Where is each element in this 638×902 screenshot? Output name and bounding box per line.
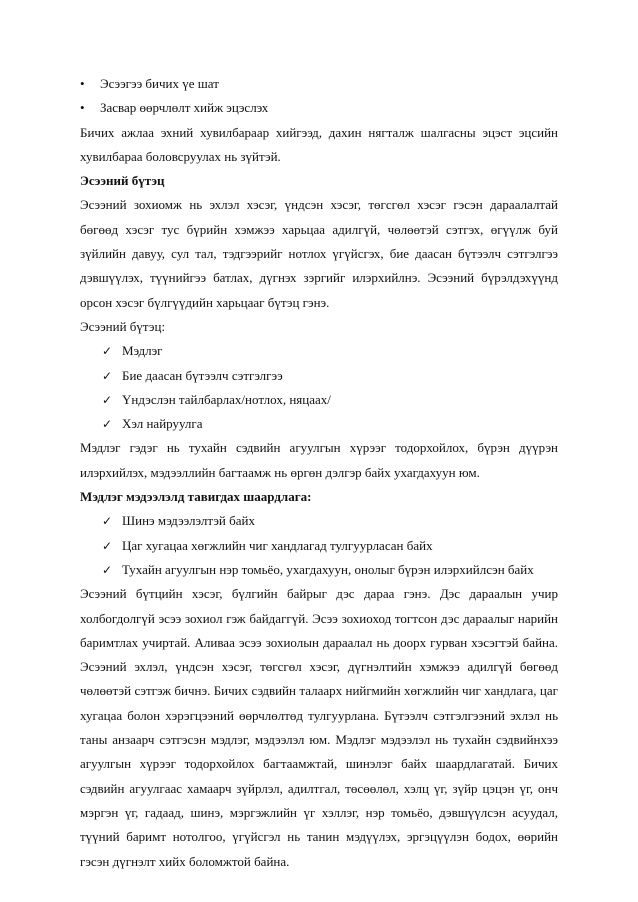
list-item — [80, 96, 558, 120]
checkmark-icon: ✓ — [102, 514, 113, 529]
intro-bullet-list — [80, 72, 558, 121]
checkmark-icon: ✓ — [102, 392, 113, 407]
section-heading-essay-structure: Эсээний бүтэц — [80, 173, 165, 189]
list-item — [80, 509, 558, 533]
checkmark-icon: ✓ — [102, 344, 113, 359]
checkmark-icon: ✓ — [102, 538, 113, 553]
section-heading-knowledge-requirements: Мэдлэг мэдээлэлд тавигдах шаардлага: — [80, 489, 312, 505]
paragraph-final-version: Бичих ажлаа эхний хувилбараар хийгээд, дахин нягталж шалгасны эцэст эцсийн хувилбараа боловсруулах нь зүйтэй. — [80, 124, 558, 164]
list-item-text: Эсээгээ бичих үе шат — [100, 76, 219, 91]
list-item — [80, 534, 558, 558]
list-item-text: Үндэслэн тайлбарлах/нотлох, няцаах/ — [122, 391, 331, 407]
structure-check-list — [80, 339, 558, 436]
list-item-text: Тухайн агуулгын нэр томьёо, ухагдахуун, онолыг бүрэн илэрхийлсэн байх — [122, 561, 534, 577]
structure-label: Эсээний бүтэц: — [80, 318, 166, 334]
list-item — [80, 339, 558, 363]
list-item — [80, 412, 558, 436]
checkmark-icon: ✓ — [102, 368, 113, 383]
requirements-check-list — [80, 509, 558, 582]
document-body — [80, 72, 558, 874]
list-item-text: Бие даасан бүтээлч сэтгэлгээ — [122, 367, 283, 383]
list-item — [80, 388, 558, 412]
list-item-text: Хэл найруулга — [122, 416, 203, 432]
list-item — [80, 558, 558, 582]
list-item — [80, 72, 558, 96]
paragraph-essay-structure: Эсээний зохиомж нь эхлэл хэсэг, үндсэн хэсэг, төгсгөл хэсэг гэсэн дараалалтай бөгөөд хэсэг тус бүрийн хэмжээ харьцаа адилгүй, чөлөөтэй сэтгэх, өгүүлж буй зүйлийн давуу, сул тал, тэдгээрийг нотлох үгүйсгэх, бие даасан бүтээлч сэтгэлгээ дэвшүүлэх, түүнийгээ батлах, дүгнэх зэргийг илэрхийлнэ. Эсээний бүрэлдэхүүнд орсон хэсэг бүлгүүдийн харьцааг бүтэц гэнэ. — [80, 197, 558, 310]
checkmark-icon: ✓ — [102, 417, 113, 432]
checkmark-icon: ✓ — [102, 562, 113, 577]
bullet-icon: • — [80, 76, 85, 91]
list-item — [80, 364, 558, 388]
list-item-text: Засвар өөрчлөлт хийж эцэслэх — [100, 100, 269, 116]
paragraph-knowledge: Мэдлэг гэдэг нь тухайн сэдвийн агуулгын хүрээг тодорхойлох, бүрэн дүүрэн илэрхийлэх, мэдээллийн багтаамж нь өргөн дэлгэр байх ухагдахуун юм. — [80, 440, 558, 480]
list-item-text: Шинэ мэдээлэлтэй байх — [122, 513, 255, 529]
list-item-text: Мэдлэг — [122, 343, 163, 359]
list-item-text: Цаг хугацаа хөгжлийн чиг хандлагад тулгуурласан байх — [122, 537, 433, 553]
paragraph-sequence: Эсээний бүтцийн хэсэг, бүлгийн байрыг дэс дараа гэнэ. Дэс дараалын учир холбогдолгүй эсээ зохиол гэж байдаггүй. Эсээ зохиоход тогтсон дэс дараалыг нарийн баримтлах учиртай. Аливаа эсээ зохиолын дараалал нь доорх гурван хэсэгтэй байна. Эсээний эхлэл, үндсэн хэсэг, төгсгөл хэсэг, дүгнэлтийн хэмжээ адилгүй бөгөөд чөлөөтэй сэтгэж бичнэ. Бичих сэдвийн талаарх нийгмийн хөгжлийн чиг хандлага, цаг хугацаа болон хэрэгцээний өөрчлөлтөд тулгуурлана. Бүтээлч сэтгэлгээний эхлэл нь таны анзаарч сэтгэсэн мэдлэг, мэдээлэл юм. Мэдлэг мэдээлэл нь тухайн сэдвийнхээ агуулгын хүрээг тодорхойлох багтаамжтай, шинэлэг байх шаардлагатай. Бичих сэдвийн агуулгаас хамаарч зүйрлэл, адилтгал, төсөөлөл, хэлц үг, зүйр цэцэн үг, онч мэргэн үг, гадаад, шинэ, мэргэжлийн үг хэллэг, нэр томьёо, дэвшүүлсэн асуудал, түүний баримт нотолгоо, үгүйсгэл нь танин мэдүүлэх, эргэцүүлэн бодох, өөрийн гэсэн дүгнэлт хийх боломжтой байна. — [80, 586, 558, 869]
bullet-icon: • — [80, 100, 85, 116]
